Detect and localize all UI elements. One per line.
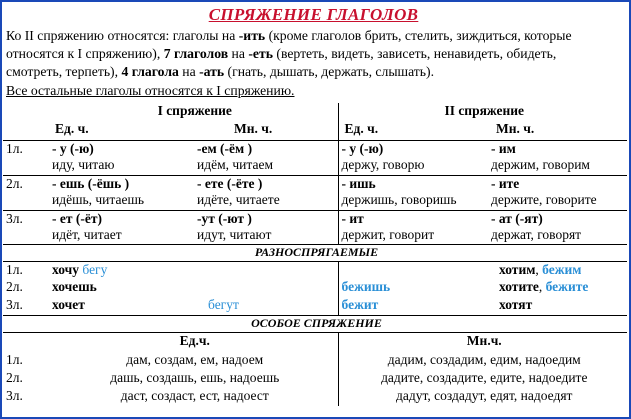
cell: даст, создаст, ест, надоест (49, 388, 338, 406)
cell: - ете (-ёте ) идёте, читаете (194, 175, 338, 210)
cell: дадут, создадут, едят, надоедят (396, 388, 573, 403)
cell: хотите, бежите (499, 279, 589, 294)
cell (194, 279, 338, 297)
conj2-header: II спряжение (444, 103, 525, 118)
cell: бегут (194, 297, 338, 315)
special-banner-row (3, 315, 627, 332)
cell: - ет (-ёт) идёт, читает (52, 210, 122, 242)
person-label: 2л. (6, 279, 23, 294)
special-pl-header: Мн.ч. (466, 332, 502, 348)
person-label: 1л. (3, 140, 49, 175)
cell: хочешь (52, 279, 97, 294)
person-label: 2л. (6, 370, 23, 385)
cell: дашь, создашь, ешь, надоешь (49, 370, 338, 388)
cell: дам, создам, ем, надоем (49, 352, 338, 370)
conj1-header: I спряжение (49, 103, 338, 121)
conjugation-table (3, 103, 627, 406)
special-header-row (3, 332, 627, 352)
person-label: 3л. (6, 210, 23, 226)
conj2-sg-header: Ед. ч. (338, 121, 488, 140)
cell: - ишь держишь, говоришь (338, 175, 488, 210)
conj1-pl-header: Мн. ч. (194, 121, 338, 140)
cell: -ут (-ют ) идут, читают (194, 210, 338, 244)
cell: бежит (341, 297, 379, 312)
table-row (3, 175, 627, 210)
cell (338, 261, 488, 279)
person-label: 3л. (6, 297, 23, 312)
person-label: 2л. (3, 175, 49, 210)
number-header-row (3, 121, 627, 140)
person-label: 1л. (6, 261, 23, 277)
cell: - ит держит, говорит (341, 210, 435, 242)
cell: хотим, бежим (499, 261, 582, 277)
table-row (3, 279, 627, 297)
cell: дадим, создадим, едим, надоедим (387, 352, 581, 367)
table-row (3, 370, 627, 388)
cell: дадите, создадите, едите, надоедите (381, 370, 588, 385)
table-row (3, 388, 627, 406)
cell: бежишь (341, 279, 391, 294)
cell (194, 261, 338, 279)
table-row (3, 261, 627, 279)
irregular-banner: РАЗНОСПРЯГАЕМЫЕ (3, 244, 627, 261)
conj2-pl-header: Мн. ч. (488, 121, 627, 140)
page-title: СПРЯЖЕНИЕ ГЛАГОЛОВ (208, 5, 419, 24)
cell: - ешь (-ёшь ) идёшь, читаешь (49, 175, 194, 210)
person-label: 1л. (6, 352, 23, 367)
header-row (3, 103, 627, 121)
irregular-banner-row (3, 244, 627, 261)
cell: - у (-ю) иду, читаю (49, 140, 194, 175)
table-row (3, 352, 627, 370)
cell: хочет (52, 297, 85, 312)
cell: - ат (-ят) держат, говорят (491, 210, 582, 242)
cell: хотят (499, 297, 533, 312)
cell: - им держим, говорим (488, 140, 627, 175)
conj1-sg-header: Ед. ч. (49, 121, 194, 140)
table-row (3, 297, 627, 315)
special-banner: ОСОБОЕ СПРЯЖЕНИЕ (3, 315, 627, 332)
intro-text: Ко II спряжению относятся: глаголы на -ить (кроме глаголов брить, стелить, зиждиться, которые относятся к I спряжению), 7 глаголов на -еть (вертеть, видеть, зависеть, ненавидеть, обидеть, смотреть, терпеть), 4 глагола на -ать (гнать, дышать, держать, слышать). Все остальные глаголы относятся к I спряжению. (6, 28, 572, 98)
cell: - у (-ю) держу, говорю (338, 140, 488, 175)
cell: -ем (-ём ) идём, читаем (194, 140, 338, 175)
person-label: 3л. (6, 388, 23, 403)
table-row (3, 140, 627, 175)
cell: хочу бегу (52, 261, 108, 277)
cell: - ите держите, говорите (488, 175, 627, 210)
special-sg-header: Ед.ч. (49, 332, 338, 352)
table-row (3, 210, 627, 244)
